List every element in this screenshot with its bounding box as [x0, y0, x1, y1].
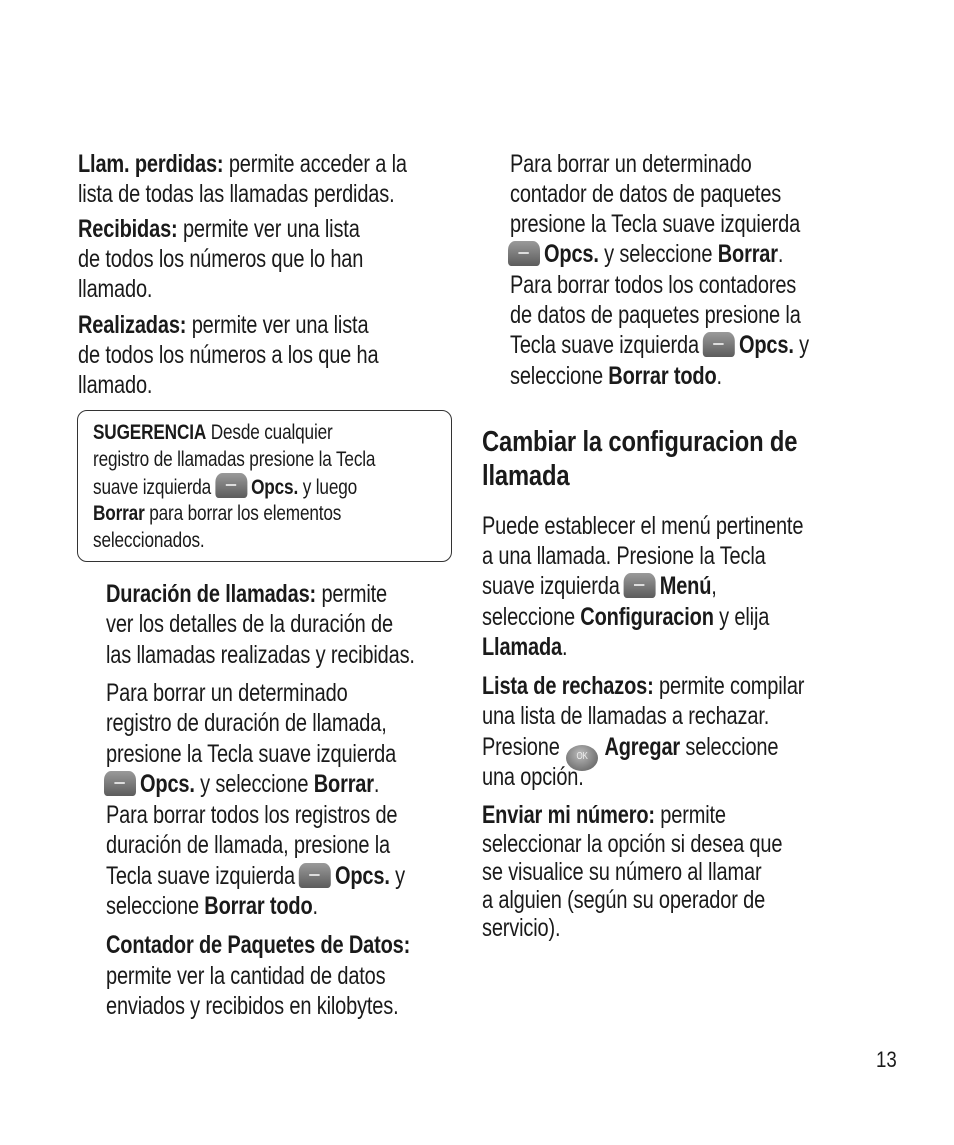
- term: Configuracion: [580, 603, 714, 631]
- borrar-contador-line-6: de datos de paquetes presione la: [510, 301, 801, 329]
- contador-line-2: permite ver la cantidad de datos: [106, 962, 386, 990]
- tip-line-4: [93, 500, 341, 527]
- text: permite: [316, 580, 388, 608]
- borrar-duracion-line-3: presione la Tecla suave izquierda: [106, 740, 397, 768]
- intro-line-2: a una llamada. Presione la Tecla: [482, 542, 766, 570]
- text: .: [716, 362, 722, 390]
- text: suave izquierda: [482, 572, 620, 600]
- term: Borrar todo: [608, 362, 717, 390]
- term: Agregar: [604, 733, 681, 761]
- rechazos-line-1: [482, 671, 804, 701]
- text: y luego: [298, 475, 358, 499]
- contador-line-1: [106, 930, 410, 960]
- intro-line-3: [482, 571, 717, 601]
- borrar-duracion-line-8: [106, 891, 318, 921]
- text: permite compilar: [653, 672, 805, 700]
- enviar-line-4: a alguien (según su operador de: [482, 886, 766, 914]
- intro-line-4: [482, 602, 769, 632]
- borrar-duracion-line-7: [106, 861, 405, 891]
- tip-label: SUGERENCIA: [93, 420, 207, 444]
- text: permite ver una lista: [177, 215, 360, 243]
- term: Borrar todo: [204, 892, 313, 920]
- realizadas-line-3: llamado.: [78, 371, 153, 399]
- text: y: [389, 862, 405, 890]
- borrar-duracion-line-4: [100, 769, 379, 799]
- text: permite acceder a la: [223, 150, 407, 178]
- term: Opcs.: [334, 862, 390, 890]
- borrar-contador-line-5: Para borrar todos los contadores: [510, 271, 797, 299]
- borrar-contador-line-4: [504, 239, 783, 269]
- duracion-line-2: ver los detalles de la duración de: [106, 610, 393, 638]
- term: Realizadas:: [78, 311, 187, 339]
- term: Opcs.: [251, 475, 299, 499]
- left-softkey-icon: [508, 241, 540, 266]
- page-number: 13: [876, 1047, 897, 1072]
- term: Opcs.: [544, 240, 599, 268]
- ok-key-icon: OK: [566, 745, 598, 771]
- borrar-contador-line-7: [510, 330, 809, 360]
- text: ,: [711, 572, 717, 600]
- borrar-duracion-line-5: Para borrar todos los registros de: [106, 801, 398, 829]
- section-heading-line-2: llamada: [482, 460, 570, 492]
- term: Llam. perdidas:: [78, 150, 224, 178]
- text: y: [793, 331, 809, 359]
- section-heading-line-1: Cambiar la configuracion de: [482, 426, 798, 458]
- enviar-line-3: se visualice su número al llamar: [482, 858, 762, 886]
- enviar-line-5: servicio).: [482, 914, 561, 942]
- text: y elija: [713, 603, 770, 631]
- term: Recibidas:: [78, 215, 178, 243]
- duracion-line-3: las llamadas realizadas y recibidas.: [106, 641, 415, 669]
- rechazos-line-4: una opción.: [482, 763, 584, 791]
- borrar-contador-line-1: Para borrar un determinado: [510, 150, 752, 178]
- text: seleccione: [482, 603, 581, 631]
- text: y seleccione: [598, 240, 718, 268]
- left-softkey-icon: [299, 863, 331, 888]
- recibidas-line-1: [78, 214, 360, 244]
- borrar-duracion-line-6: duración de llamada, presione la: [106, 831, 390, 859]
- term: Borrar: [313, 770, 374, 798]
- text: .: [562, 633, 568, 661]
- term: Enviar mi número:: [482, 801, 655, 829]
- tip-line-5: seleccionados.: [93, 528, 205, 552]
- llam-perdidas-line-2: lista de todas las llamadas perdidas.: [78, 180, 395, 208]
- term: Lista de rechazos:: [482, 672, 654, 700]
- text: suave izquierda: [93, 475, 212, 499]
- text: Presione: [482, 733, 560, 761]
- tip-line-2: registro de llamadas presione la Tecla: [93, 447, 376, 471]
- tip-line-3: [93, 473, 357, 501]
- term: Duración de llamadas:: [106, 580, 317, 608]
- term: Opcs.: [738, 331, 794, 359]
- borrar-contador-line-8: [510, 361, 722, 391]
- intro-line-5: [482, 632, 567, 662]
- text: .: [373, 770, 380, 798]
- borrar-duracion-line-1: Para borrar un determinado: [106, 679, 348, 707]
- term: Llamada: [482, 633, 563, 661]
- term: Borrar: [93, 501, 145, 525]
- text: permite: [654, 801, 726, 829]
- recibidas-line-2: de todos los números que lo han: [78, 245, 364, 273]
- left-softkey-icon: [624, 573, 656, 598]
- recibidas-line-3: llamado.: [78, 275, 153, 303]
- text: permite ver una lista: [186, 311, 369, 339]
- duracion-line-1: [106, 579, 387, 609]
- enviar-line-1: [482, 800, 726, 830]
- left-softkey-icon: [104, 771, 136, 796]
- text: Tecla suave izquierda: [106, 862, 295, 890]
- text: Desde cualquier: [206, 420, 333, 444]
- contador-line-3: enviados y recibidos en kilobytes.: [106, 992, 399, 1020]
- text: seleccione: [680, 733, 779, 761]
- rechazos-line-2: una lista de llamadas a rechazar.: [482, 702, 770, 730]
- borrar-contador-line-2: contador de datos de paquetes: [510, 180, 782, 208]
- term: Contador de Paquetes de Datos:: [106, 931, 411, 959]
- realizadas-line-2: de todos los números a los que ha: [78, 341, 379, 369]
- text: y seleccione: [194, 770, 314, 798]
- text: Tecla suave izquierda: [510, 331, 699, 359]
- llam-perdidas-line-1: [78, 149, 407, 179]
- left-softkey-icon: [703, 332, 735, 357]
- realizadas-line-1: [78, 310, 368, 340]
- text: .: [777, 240, 784, 268]
- left-softkey-icon: [215, 473, 247, 498]
- term: Menú: [659, 572, 712, 600]
- text: .: [312, 892, 318, 920]
- tip-line-1: [93, 419, 333, 446]
- borrar-contador-line-3: presione la Tecla suave izquierda: [510, 210, 801, 238]
- term: Borrar: [717, 240, 778, 268]
- enviar-line-2: seleccionar la opción si desea que: [482, 830, 783, 858]
- text: seleccione: [510, 362, 609, 390]
- intro-line-1: Puede establecer el menú pertinente: [482, 512, 804, 540]
- text: seleccione: [106, 892, 205, 920]
- borrar-duracion-line-2: registro de duración de llamada,: [106, 709, 387, 737]
- term: Opcs.: [140, 770, 195, 798]
- text: para borrar los elementos: [144, 501, 342, 525]
